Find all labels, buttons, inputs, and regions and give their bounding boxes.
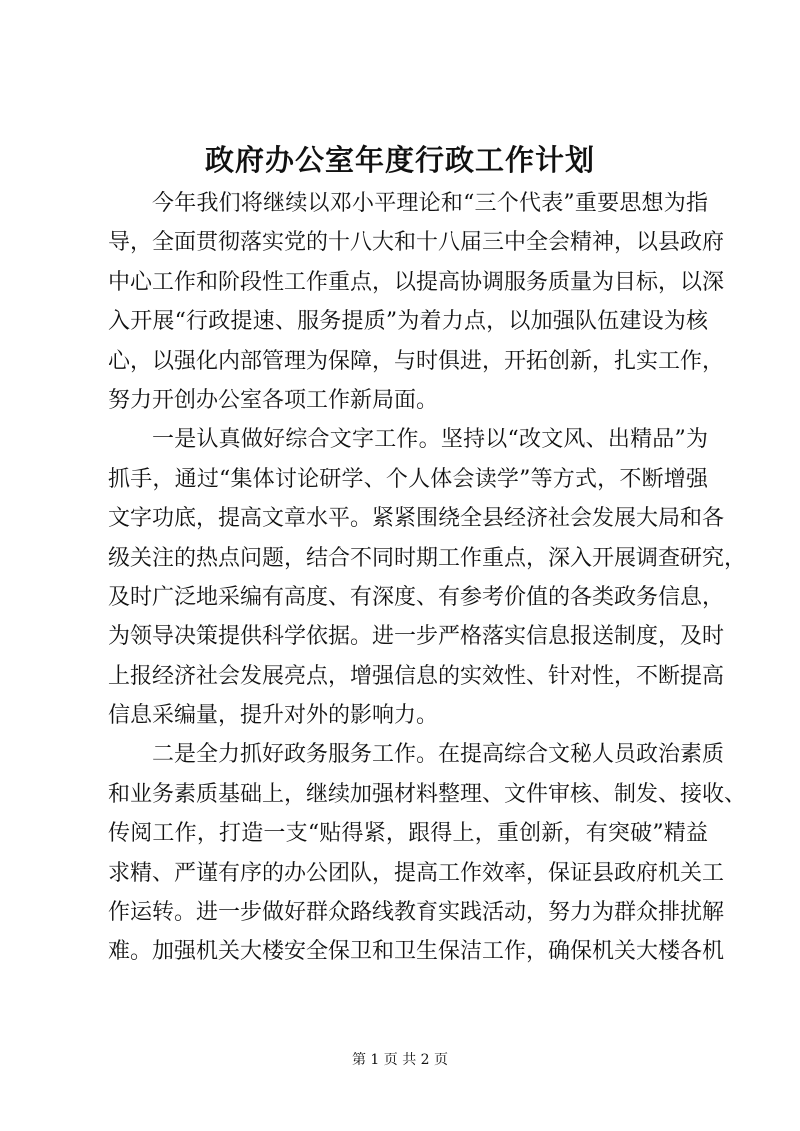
text-line: 一是认真做好综合文字工作。坚持以“改文风、出精品”为 <box>152 427 708 453</box>
text-line: 导，全面贯彻落实党的十八大和十八届三中全会精神，以县政府 <box>108 230 725 256</box>
page-number-footer: 第 1 页 共 2 页 <box>351 1052 449 1068</box>
text-line: 传阅工作，打造一支“贴得紧，跟得上，重创新，有突破”精益 <box>108 821 708 847</box>
text-line: 上报经济社会发展亮点，增强信息的实效性、针对性，不断提高 <box>108 663 725 689</box>
paragraph <box>108 184 725 420</box>
text-line: 入开展“行政提速、服务提质”为着力点，以加强队伍建设为核 <box>108 309 708 335</box>
text-line: 求精、严谨有序的办公团队，提高工作效率，保证县政府机关工 <box>108 860 725 886</box>
text-line: 努力开创办公室各项工作新局面。 <box>108 387 439 413</box>
document-body <box>108 184 747 972</box>
text-line: 级关注的热点问题，结合不同时期工作重点，深入开展调查研究， <box>108 545 747 571</box>
text-line: 难。加强机关大楼安全保卫和卫生保洁工作，确保机关大楼各机 <box>108 939 725 965</box>
text-line: 中心工作和阶段性工作重点，以提高协调服务质量为目标，以深 <box>108 269 725 295</box>
paragraph <box>108 735 747 971</box>
text-line: 作运转。进一步做好群众路线教育实践活动，努力为群众排扰解 <box>108 900 725 926</box>
text-line: 及时广泛地采编有高度、有深度、有参考价值的各类政务信息， <box>108 584 725 610</box>
text-line: 抓手，通过“集体讨论研学、个人体会读学”等方式，不断增强 <box>108 466 708 492</box>
text-line: 二是全力抓好政务服务工作。在提高综合文秘人员政治素质 <box>152 742 725 768</box>
text-line: 心，以强化内部管理为保障，与时俱进，开拓创新，扎实工作， <box>108 348 725 374</box>
text-line: 和业务素质基础上，继续加强材料整理、文件审核、制发、接收、 <box>108 781 747 807</box>
paragraph <box>108 420 747 735</box>
text-line: 为领导决策提供科学依据。进一步严格落实信息报送制度，及时 <box>108 624 725 650</box>
text-line: 文字功底，提高文章水平。紧紧围绕全县经济社会发展大局和各 <box>108 506 725 532</box>
text-line: 今年我们将继续以邓小平理论和“三个代表”重要思想为指 <box>152 191 708 216</box>
document-title: 政府办公室年度行政工作计划 <box>204 143 595 177</box>
text-line: 信息采编量，提升对外的影响力。 <box>108 703 439 729</box>
